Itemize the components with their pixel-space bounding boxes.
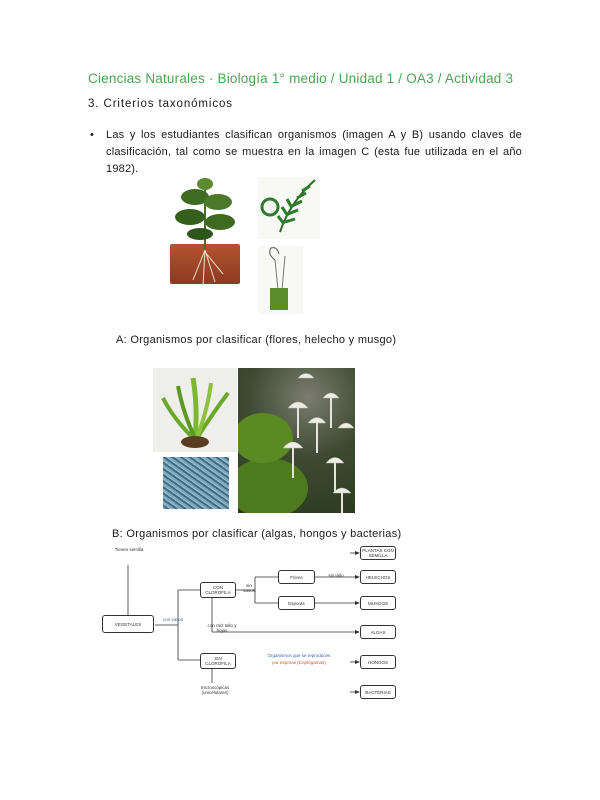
section-title: 3. Criterios taxonómicos xyxy=(88,98,233,110)
box-with-chlorophyll: CON CLOROFILA xyxy=(200,582,236,598)
box-lower: Esporas xyxy=(278,596,315,610)
box-vegetales: VEGETALES xyxy=(102,615,154,633)
out-fungi: HONGOS xyxy=(360,655,396,669)
box-upper: Flores xyxy=(278,570,315,584)
plant-illustrations xyxy=(160,172,320,318)
box-without-chlorophyll: SIN CLOROFILA xyxy=(200,653,236,669)
mushroom-photo xyxy=(238,368,355,513)
body-paragraph: Las y los estudiantes clasifican organismos (imagen A y B) usando claves de clasificación, tal como se muestra en la imagen C (esta fue utilizada en el año 1982). xyxy=(106,129,522,175)
figure-a-illustration xyxy=(160,172,320,318)
out-moss: MUSGOS xyxy=(360,596,396,610)
root-note: Tienen semilla xyxy=(114,547,144,552)
label-micro: microscópicas (unicelulares) xyxy=(200,685,230,695)
colored-note-2: por esporas (Criptógamas) xyxy=(272,660,326,665)
out-bacteria: BACTERIAS xyxy=(360,685,396,699)
fern-icon xyxy=(258,177,320,239)
classification-key-diagram xyxy=(100,545,400,710)
flowering-plant-icon xyxy=(175,178,235,286)
bacteria-photo xyxy=(163,457,229,509)
caption-figure-b: B: Organismos por clasificar (algas, hongos y bacterias) xyxy=(112,528,402,540)
colored-note-1: Organismos que se reproducen xyxy=(267,653,331,658)
caption-figure-a: A: Organismos por clasificar (flores, helecho y musgo) xyxy=(116,334,397,346)
label-no-stem: sin tallo xyxy=(328,573,344,578)
out-seed-plants: PLANTAS CON SEMILLA xyxy=(360,546,396,560)
label-no-vessels: sin vasos xyxy=(243,583,255,593)
bullet-marker: • xyxy=(90,129,94,141)
out-algae: ALGAS xyxy=(360,625,396,639)
fern-photo xyxy=(153,368,237,452)
label-branch-split: con vasos xyxy=(162,617,184,622)
breadcrumb: Ciencias Naturales · Biología 1° medio / Unidad 1 / OA3 / Actividad 3 xyxy=(88,71,514,86)
label-mid: con raíz tallo y hojas xyxy=(207,623,237,633)
moss-icon xyxy=(258,246,303,314)
out-ferns: HELECHOS xyxy=(360,570,396,584)
